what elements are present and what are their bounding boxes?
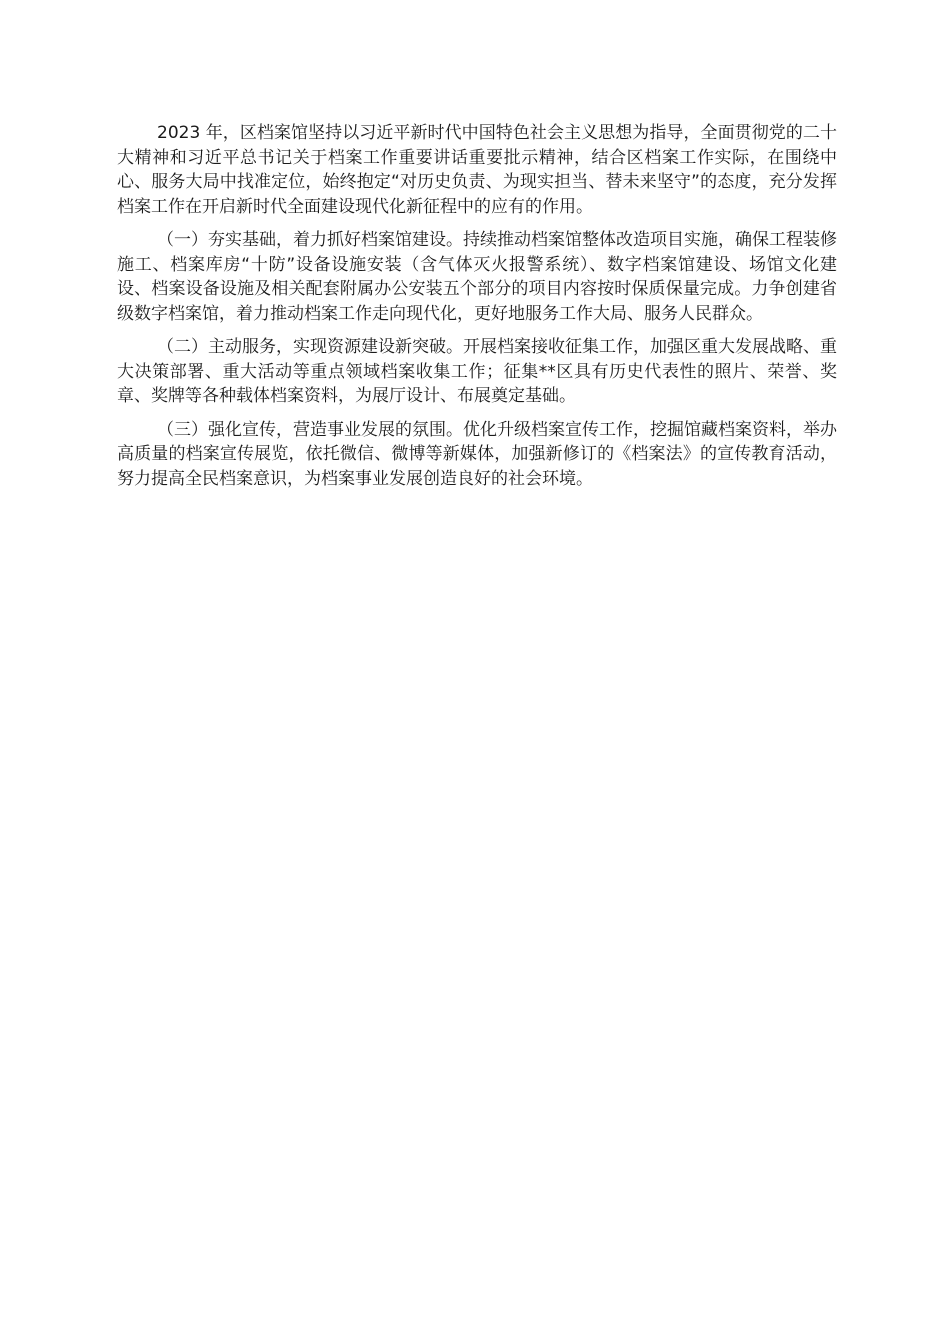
section-3-paragraph: （三）强化宣传，营造事业发展的氛围。优化升级档案宣传工作，挖掘馆藏档案资料，举办高质量的档案宣传展览，依托微信、微博等新媒体，加强新修订的《档案法》的宣传教育活动，努力提高全民档案意识，为档案事业发展创造良好的社会环境。 xyxy=(117,419,837,489)
intro-paragraph: 2023 年，区档案馆坚持以习近平新时代中国特色社会主义思想为指导，全面贯彻党的二十大精神和习近平总书记关于档案工作重要讲话重要批示精神，结合区档案工作实际，在围绕中心、服务大局中找准定位，始终抱定“对历史负责、为现实担当、替未来坚守”的态度，充分发挥档案工作在开启新时代全面建设现代化新征程中的应有的作用。 xyxy=(117,123,837,217)
section-2-paragraph: （二）主动服务，实现资源建设新突破。开展档案接收征集工作，加强区重大发展战略、重大决策部署、重大活动等重点领域档案收集工作；征集**区具有历史代表性的照片、荣誉、奖章、奖牌等各种载体档案资料，为展厅设计、布展奠定基础。 xyxy=(117,337,837,406)
document-body xyxy=(117,121,837,500)
section-1-paragraph: （一）夯实基础，着力抓好档案馆建设。持续推动档案馆整体改造项目实施，确保工程装修施工、档案库房“十防”设备设施安装（含气体灭火报警系统）、数字档案馆建设、场馆文化建设、档案设备设施及相关配套附属办公安装五个部分的项目内容按时保质保量完成。力争创建省级数字档案馆，着力推动档案工作走向现代化，更好地服务工作大局、服务人民群众。 xyxy=(117,230,837,324)
